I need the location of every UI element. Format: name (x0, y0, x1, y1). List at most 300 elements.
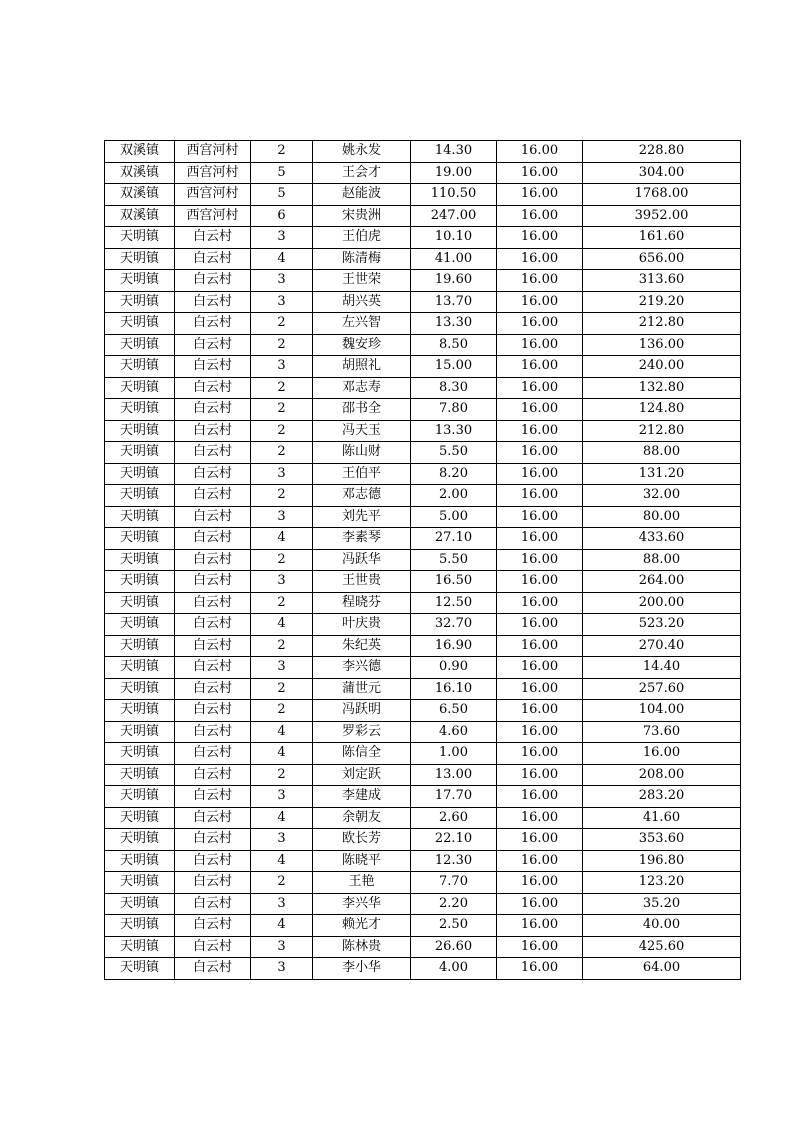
group-cell: 4 (251, 743, 313, 765)
town-cell: 天明镇 (105, 807, 175, 829)
town-cell: 天明镇 (105, 893, 175, 915)
village-cell: 西宫河村 (175, 162, 251, 184)
rate-cell: 16.00 (497, 248, 583, 270)
area-cell: 32.70 (411, 614, 497, 636)
table-row (105, 764, 741, 786)
rate-cell: 16.00 (497, 334, 583, 356)
name-cell: 赖光才 (313, 915, 411, 937)
name-cell: 陈晓平 (313, 850, 411, 872)
village-cell: 白云村 (175, 872, 251, 894)
name-cell: 胡兴英 (313, 291, 411, 313)
town-cell: 天明镇 (105, 420, 175, 442)
town-cell: 天明镇 (105, 506, 175, 528)
rate-cell: 16.00 (497, 635, 583, 657)
amount-cell: 212.80 (583, 313, 741, 335)
area-cell: 7.80 (411, 399, 497, 421)
name-cell: 王伯虎 (313, 227, 411, 249)
area-cell: 19.00 (411, 162, 497, 184)
amount-cell: 161.60 (583, 227, 741, 249)
town-cell: 天明镇 (105, 463, 175, 485)
name-cell: 李建成 (313, 786, 411, 808)
table-row (105, 506, 741, 528)
village-cell: 白云村 (175, 764, 251, 786)
group-cell: 3 (251, 786, 313, 808)
amount-cell: 123.20 (583, 872, 741, 894)
village-cell: 白云村 (175, 915, 251, 937)
rate-cell: 16.00 (497, 549, 583, 571)
group-cell: 4 (251, 850, 313, 872)
rate-cell: 16.00 (497, 184, 583, 206)
village-cell: 白云村 (175, 313, 251, 335)
rate-cell: 16.00 (497, 592, 583, 614)
amount-cell: 270.40 (583, 635, 741, 657)
amount-cell: 240.00 (583, 356, 741, 378)
town-cell: 天明镇 (105, 549, 175, 571)
table-row (105, 657, 741, 679)
rate-cell: 16.00 (497, 377, 583, 399)
area-cell: 2.50 (411, 915, 497, 937)
table-row (105, 248, 741, 270)
group-cell: 3 (251, 893, 313, 915)
town-cell: 天明镇 (105, 592, 175, 614)
name-cell: 姚永发 (313, 141, 411, 163)
name-cell: 蒲世元 (313, 678, 411, 700)
village-cell: 西宫河村 (175, 205, 251, 227)
village-cell: 白云村 (175, 463, 251, 485)
group-cell: 2 (251, 678, 313, 700)
village-cell: 白云村 (175, 377, 251, 399)
name-cell: 左兴智 (313, 313, 411, 335)
group-cell: 2 (251, 442, 313, 464)
group-cell: 2 (251, 141, 313, 163)
table-row (105, 356, 741, 378)
rate-cell: 16.00 (497, 227, 583, 249)
group-cell: 2 (251, 485, 313, 507)
table-row (105, 829, 741, 851)
rate-cell: 16.00 (497, 936, 583, 958)
area-cell: 16.10 (411, 678, 497, 700)
area-cell: 8.30 (411, 377, 497, 399)
rate-cell: 16.00 (497, 614, 583, 636)
group-cell: 2 (251, 399, 313, 421)
table-row (105, 807, 741, 829)
village-cell: 白云村 (175, 893, 251, 915)
town-cell: 天明镇 (105, 291, 175, 313)
table-row (105, 463, 741, 485)
area-cell: 8.20 (411, 463, 497, 485)
town-cell: 天明镇 (105, 485, 175, 507)
town-cell: 天明镇 (105, 700, 175, 722)
town-cell: 天明镇 (105, 936, 175, 958)
amount-cell: 136.00 (583, 334, 741, 356)
amount-cell: 304.00 (583, 162, 741, 184)
group-cell: 3 (251, 356, 313, 378)
name-cell: 王伯平 (313, 463, 411, 485)
area-cell: 4.60 (411, 721, 497, 743)
village-cell: 白云村 (175, 442, 251, 464)
amount-cell: 104.00 (583, 700, 741, 722)
name-cell: 邓志德 (313, 485, 411, 507)
table-row (105, 614, 741, 636)
area-cell: 13.30 (411, 313, 497, 335)
amount-cell: 132.80 (583, 377, 741, 399)
village-cell: 白云村 (175, 850, 251, 872)
area-cell: 1.00 (411, 743, 497, 765)
rate-cell: 16.00 (497, 829, 583, 851)
village-cell: 白云村 (175, 334, 251, 356)
rate-cell: 16.00 (497, 420, 583, 442)
table-row (105, 334, 741, 356)
amount-cell: 64.00 (583, 958, 741, 980)
town-cell: 天明镇 (105, 377, 175, 399)
name-cell: 李素琴 (313, 528, 411, 550)
amount-cell: 257.60 (583, 678, 741, 700)
amount-cell: 228.80 (583, 141, 741, 163)
group-cell: 3 (251, 291, 313, 313)
town-cell: 双溪镇 (105, 205, 175, 227)
group-cell: 4 (251, 915, 313, 937)
group-cell: 2 (251, 420, 313, 442)
name-cell: 冯跃明 (313, 700, 411, 722)
amount-cell: 40.00 (583, 915, 741, 937)
group-cell: 4 (251, 721, 313, 743)
town-cell: 天明镇 (105, 721, 175, 743)
name-cell: 冯跃华 (313, 549, 411, 571)
area-cell: 17.70 (411, 786, 497, 808)
rate-cell: 16.00 (497, 850, 583, 872)
area-cell: 0.90 (411, 657, 497, 679)
village-cell: 白云村 (175, 270, 251, 292)
name-cell: 李兴德 (313, 657, 411, 679)
village-cell: 白云村 (175, 549, 251, 571)
name-cell: 陈林贵 (313, 936, 411, 958)
group-cell: 2 (251, 700, 313, 722)
table-row (105, 936, 741, 958)
town-cell: 天明镇 (105, 528, 175, 550)
name-cell: 陈信全 (313, 743, 411, 765)
town-cell: 天明镇 (105, 571, 175, 593)
area-cell: 27.10 (411, 528, 497, 550)
table-row (105, 850, 741, 872)
group-cell: 3 (251, 657, 313, 679)
name-cell: 刘先平 (313, 506, 411, 528)
table-row (105, 485, 741, 507)
group-cell: 6 (251, 205, 313, 227)
amount-cell: 1768.00 (583, 184, 741, 206)
table-row (105, 291, 741, 313)
amount-cell: 80.00 (583, 506, 741, 528)
area-cell: 14.30 (411, 141, 497, 163)
group-cell: 4 (251, 614, 313, 636)
area-cell: 41.00 (411, 248, 497, 270)
table-row (105, 205, 741, 227)
area-cell: 12.30 (411, 850, 497, 872)
area-cell: 16.50 (411, 571, 497, 593)
town-cell: 天明镇 (105, 313, 175, 335)
rate-cell: 16.00 (497, 485, 583, 507)
table-row (105, 270, 741, 292)
table-row (105, 377, 741, 399)
table-row (105, 420, 741, 442)
amount-cell: 313.60 (583, 270, 741, 292)
area-cell: 19.60 (411, 270, 497, 292)
village-cell: 白云村 (175, 786, 251, 808)
amount-cell: 73.60 (583, 721, 741, 743)
town-cell: 天明镇 (105, 270, 175, 292)
group-cell: 2 (251, 635, 313, 657)
rate-cell: 16.00 (497, 528, 583, 550)
rate-cell: 16.00 (497, 291, 583, 313)
amount-cell: 200.00 (583, 592, 741, 614)
name-cell: 王艳 (313, 872, 411, 894)
group-cell: 2 (251, 872, 313, 894)
rate-cell: 16.00 (497, 141, 583, 163)
group-cell: 2 (251, 377, 313, 399)
amount-cell: 196.80 (583, 850, 741, 872)
rate-cell: 16.00 (497, 356, 583, 378)
area-cell: 4.00 (411, 958, 497, 980)
rate-cell: 16.00 (497, 958, 583, 980)
table-row (105, 313, 741, 335)
table-row (105, 141, 741, 163)
table-row (105, 184, 741, 206)
village-cell: 白云村 (175, 356, 251, 378)
group-cell: 3 (251, 829, 313, 851)
amount-cell: 283.20 (583, 786, 741, 808)
amount-cell: 523.20 (583, 614, 741, 636)
name-cell: 朱纪英 (313, 635, 411, 657)
rate-cell: 16.00 (497, 893, 583, 915)
village-cell: 白云村 (175, 571, 251, 593)
group-cell: 3 (251, 270, 313, 292)
village-cell: 白云村 (175, 678, 251, 700)
town-cell: 双溪镇 (105, 141, 175, 163)
amount-cell: 433.60 (583, 528, 741, 550)
rate-cell: 16.00 (497, 700, 583, 722)
village-cell: 白云村 (175, 635, 251, 657)
amount-cell: 656.00 (583, 248, 741, 270)
table-row (105, 872, 741, 894)
rate-cell: 16.00 (497, 915, 583, 937)
amount-cell: 88.00 (583, 549, 741, 571)
town-cell: 天明镇 (105, 248, 175, 270)
village-cell: 白云村 (175, 506, 251, 528)
village-cell: 西宫河村 (175, 184, 251, 206)
table-row (105, 721, 741, 743)
town-cell: 天明镇 (105, 743, 175, 765)
rate-cell: 16.00 (497, 399, 583, 421)
town-cell: 天明镇 (105, 227, 175, 249)
table-row (105, 528, 741, 550)
name-cell: 王会才 (313, 162, 411, 184)
amount-cell: 425.60 (583, 936, 741, 958)
group-cell: 4 (251, 807, 313, 829)
name-cell: 王世荣 (313, 270, 411, 292)
name-cell: 赵能波 (313, 184, 411, 206)
amount-cell: 353.60 (583, 829, 741, 851)
name-cell: 宋贵洲 (313, 205, 411, 227)
rate-cell: 16.00 (497, 872, 583, 894)
village-cell: 白云村 (175, 420, 251, 442)
group-cell: 4 (251, 248, 313, 270)
area-cell: 16.90 (411, 635, 497, 657)
village-cell: 白云村 (175, 592, 251, 614)
name-cell: 程晓芬 (313, 592, 411, 614)
town-cell: 天明镇 (105, 850, 175, 872)
town-cell: 天明镇 (105, 829, 175, 851)
rate-cell: 16.00 (497, 764, 583, 786)
table-row (105, 893, 741, 915)
village-cell: 西宫河村 (175, 141, 251, 163)
table-row (105, 915, 741, 937)
area-cell: 247.00 (411, 205, 497, 227)
amount-cell: 219.20 (583, 291, 741, 313)
name-cell: 李小华 (313, 958, 411, 980)
village-cell: 白云村 (175, 614, 251, 636)
table-row (105, 635, 741, 657)
amount-cell: 131.20 (583, 463, 741, 485)
village-cell: 白云村 (175, 829, 251, 851)
village-cell: 白云村 (175, 485, 251, 507)
area-cell: 13.30 (411, 420, 497, 442)
rate-cell: 16.00 (497, 657, 583, 679)
rate-cell: 16.00 (497, 506, 583, 528)
amount-cell: 32.00 (583, 485, 741, 507)
amount-cell: 212.80 (583, 420, 741, 442)
amount-cell: 124.80 (583, 399, 741, 421)
area-cell: 5.50 (411, 442, 497, 464)
rate-cell: 16.00 (497, 162, 583, 184)
town-cell: 天明镇 (105, 915, 175, 937)
group-cell: 2 (251, 313, 313, 335)
area-cell: 13.00 (411, 764, 497, 786)
table-row (105, 227, 741, 249)
village-cell: 白云村 (175, 528, 251, 550)
name-cell: 余朝友 (313, 807, 411, 829)
group-cell: 5 (251, 162, 313, 184)
area-cell: 5.50 (411, 549, 497, 571)
group-cell: 3 (251, 936, 313, 958)
group-cell: 2 (251, 334, 313, 356)
town-cell: 天明镇 (105, 657, 175, 679)
table-row (105, 786, 741, 808)
table-body (105, 141, 741, 980)
town-cell: 天明镇 (105, 614, 175, 636)
table-row (105, 399, 741, 421)
town-cell: 天明镇 (105, 678, 175, 700)
area-cell: 12.50 (411, 592, 497, 614)
area-cell: 10.10 (411, 227, 497, 249)
area-cell: 7.70 (411, 872, 497, 894)
group-cell: 3 (251, 463, 313, 485)
data-table (104, 140, 741, 980)
town-cell: 天明镇 (105, 356, 175, 378)
town-cell: 天明镇 (105, 958, 175, 980)
area-cell: 13.70 (411, 291, 497, 313)
name-cell: 冯天玉 (313, 420, 411, 442)
area-cell: 2.20 (411, 893, 497, 915)
name-cell: 陈山财 (313, 442, 411, 464)
area-cell: 2.60 (411, 807, 497, 829)
amount-cell: 3952.00 (583, 205, 741, 227)
amount-cell: 41.60 (583, 807, 741, 829)
village-cell: 白云村 (175, 291, 251, 313)
name-cell: 刘定跃 (313, 764, 411, 786)
group-cell: 2 (251, 764, 313, 786)
table-row (105, 958, 741, 980)
amount-cell: 88.00 (583, 442, 741, 464)
amount-cell: 264.00 (583, 571, 741, 593)
rate-cell: 16.00 (497, 571, 583, 593)
rate-cell: 16.00 (497, 463, 583, 485)
village-cell: 白云村 (175, 700, 251, 722)
table-row (105, 571, 741, 593)
village-cell: 白云村 (175, 743, 251, 765)
rate-cell: 16.00 (497, 743, 583, 765)
town-cell: 双溪镇 (105, 184, 175, 206)
area-cell: 26.60 (411, 936, 497, 958)
town-cell: 双溪镇 (105, 162, 175, 184)
group-cell: 3 (251, 571, 313, 593)
village-cell: 白云村 (175, 399, 251, 421)
amount-cell: 16.00 (583, 743, 741, 765)
name-cell: 李兴华 (313, 893, 411, 915)
group-cell: 2 (251, 549, 313, 571)
table-row (105, 678, 741, 700)
village-cell: 白云村 (175, 657, 251, 679)
village-cell: 白云村 (175, 958, 251, 980)
town-cell: 天明镇 (105, 399, 175, 421)
town-cell: 天明镇 (105, 635, 175, 657)
area-cell: 110.50 (411, 184, 497, 206)
town-cell: 天明镇 (105, 872, 175, 894)
town-cell: 天明镇 (105, 764, 175, 786)
name-cell: 胡照礼 (313, 356, 411, 378)
village-cell: 白云村 (175, 248, 251, 270)
group-cell: 3 (251, 227, 313, 249)
table-row (105, 549, 741, 571)
name-cell: 邓志寿 (313, 377, 411, 399)
group-cell: 4 (251, 528, 313, 550)
area-cell: 8.50 (411, 334, 497, 356)
group-cell: 2 (251, 592, 313, 614)
name-cell: 邵书全 (313, 399, 411, 421)
rate-cell: 16.00 (497, 786, 583, 808)
village-cell: 白云村 (175, 721, 251, 743)
group-cell: 5 (251, 184, 313, 206)
table-row (105, 700, 741, 722)
rate-cell: 16.00 (497, 678, 583, 700)
village-cell: 白云村 (175, 936, 251, 958)
table-row (105, 743, 741, 765)
name-cell: 罗彩云 (313, 721, 411, 743)
amount-cell: 35.20 (583, 893, 741, 915)
table-row (105, 162, 741, 184)
name-cell: 叶庆贵 (313, 614, 411, 636)
village-cell: 白云村 (175, 227, 251, 249)
area-cell: 5.00 (411, 506, 497, 528)
group-cell: 3 (251, 506, 313, 528)
area-cell: 6.50 (411, 700, 497, 722)
name-cell: 王世贵 (313, 571, 411, 593)
town-cell: 天明镇 (105, 442, 175, 464)
rate-cell: 16.00 (497, 807, 583, 829)
table-row (105, 442, 741, 464)
area-cell: 22.10 (411, 829, 497, 851)
town-cell: 天明镇 (105, 334, 175, 356)
area-cell: 2.00 (411, 485, 497, 507)
area-cell: 15.00 (411, 356, 497, 378)
